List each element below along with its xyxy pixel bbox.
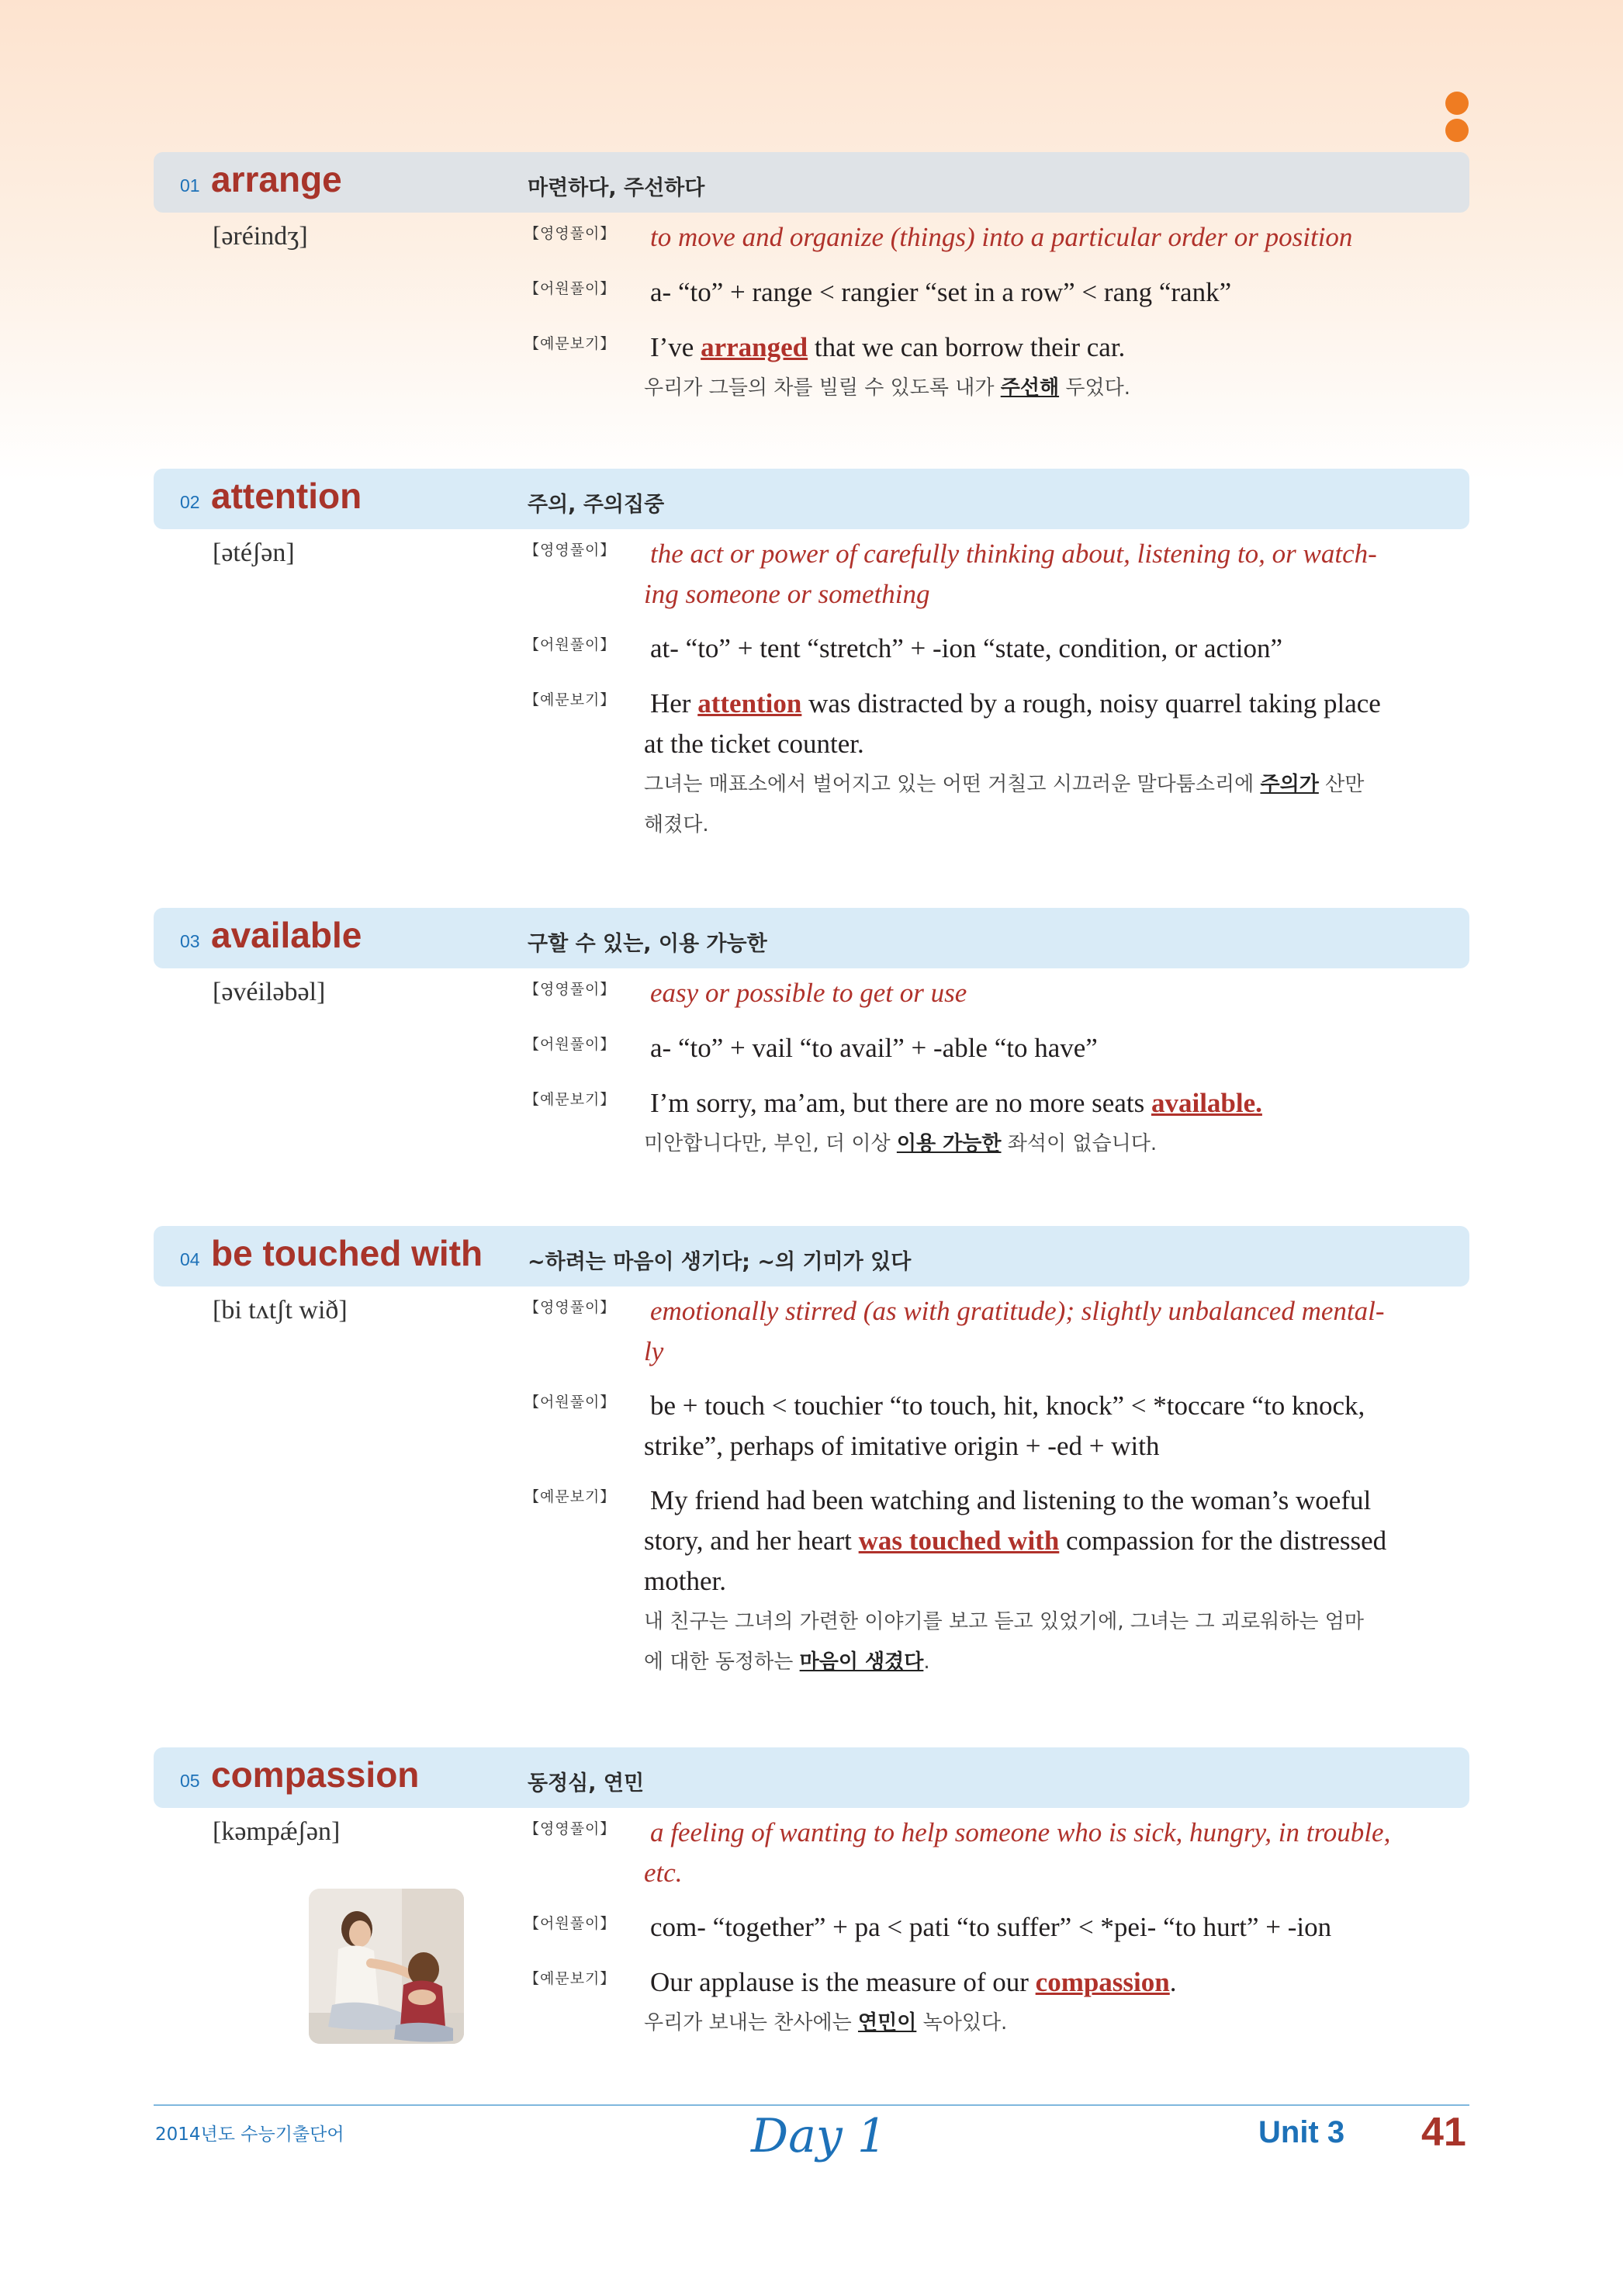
definition-tag: 【영영풀이】 [524, 981, 616, 998]
etymology-text: com- “together” + pa < pati “to suffer” < *pei- “to hurt” + -ion [650, 1912, 1332, 1942]
translation-highlight: 주의가 [1260, 773, 1319, 796]
page-number: 41 [1421, 2110, 1466, 2155]
definition-text-cont: ing someone or something [644, 579, 930, 609]
compassion-photo [309, 1889, 464, 2044]
example-pre: I’m sorry, ma’am, but there are no more seats [650, 1088, 1151, 1118]
example-text [650, 327, 1472, 368]
pronunciation: [əréindʒ] [213, 222, 308, 251]
example-highlight: available. [1151, 1088, 1262, 1118]
translation-pre: 우리가 그들의 차를 빌릴 수 있도록 내가 [644, 376, 1001, 400]
translation-highlight: 이용 가능한 [896, 1132, 1002, 1155]
translation-highlight: 주선해 [1000, 376, 1060, 400]
example-translation [644, 368, 1130, 408]
pronunciation: [ətéʃən] [213, 539, 295, 567]
etymology-tag: 【어원풀이】 [524, 280, 616, 297]
example-tag: 【예문보기】 [524, 691, 616, 708]
etymology-text: at- “to” + tent “stretch” + -ion “state, condition, or action” [650, 633, 1282, 663]
example-pre: story, and her heart [644, 1525, 859, 1556]
entry-number: 03 [180, 931, 200, 951]
example-translation [644, 764, 1364, 805]
definition-text: the act or power of carefully thinking about, listening to, or watch- [650, 539, 1377, 569]
entry-header [154, 469, 1469, 529]
unit-label: Unit 3 [1258, 2115, 1345, 2149]
example-translation [644, 1124, 1157, 1164]
example-text [650, 684, 1472, 724]
entry-number: 01 [180, 175, 200, 196]
korean-meaning: 동정심, 연민 [528, 1771, 645, 1796]
translation-highlight: 연민이 [857, 2011, 917, 2035]
etymology-tag: 【어원풀이】 [524, 1036, 616, 1053]
pronunciation: [əvéiləbəl] [213, 978, 326, 1006]
entry-be-touched-with [154, 1226, 1469, 1674]
entry-header [154, 1747, 1469, 1808]
example-text-cont [644, 1521, 1386, 1561]
translation-pre: 미안합니다만, 부인, 더 이상 [644, 1132, 897, 1155]
translation-pre: 그녀는 매표소에서 벌어지고 있는 어떤 거칠고 시끄러운 말다툼소리에 [644, 773, 1261, 796]
definition-text-cont: ly [644, 1336, 664, 1366]
example-highlight: attention [697, 688, 802, 719]
translation-highlight: 마음이 생겼다 [799, 1650, 924, 1674]
definition-text: a feeling of wanting to help someone who is sick, hungry, in trouble, [650, 1817, 1391, 1848]
example-highlight: compassion [1035, 1967, 1170, 1997]
definition-text: easy or possible to get or use [650, 978, 967, 1008]
headword: compassion [211, 1754, 420, 1795]
example-highlight: arranged [701, 332, 808, 362]
two-women-comforting-image [309, 1889, 464, 2044]
translation-post: 두었다. [1059, 376, 1130, 400]
headword: available [211, 915, 362, 955]
example-text [650, 1083, 1472, 1124]
headword: attention [211, 476, 362, 516]
entry-compassion [154, 1747, 1469, 2035]
etymology-tag: 【어원풀이】 [524, 1394, 616, 1411]
definition-tag: 【영영풀이】 [524, 1299, 616, 1316]
etymology-text: a- “to” + vail “to avail” + -able “to have” [650, 1033, 1098, 1063]
example-highlight: was touched with [858, 1525, 1060, 1556]
entry-number: 04 [180, 1249, 200, 1269]
example-tag: 【예문보기】 [524, 1488, 616, 1505]
example-tag: 【예문보기】 [524, 335, 616, 352]
korean-meaning: 구할 수 있는, 이용 가능한 [528, 932, 767, 956]
entry-header [154, 1226, 1469, 1287]
example-translation: 내 친구는 그녀의 가련한 이야기를 보고 듣고 있었기에, 그녀는 그 괴로워하는 엄마 [644, 1610, 1365, 1633]
example-text-cont: at the ticket counter. [644, 729, 864, 759]
pronunciation: [bi tʌtʃt wið] [213, 1296, 348, 1325]
book-title: 2014년도 수능기출단어 [155, 2125, 344, 2145]
entry-arrange [154, 152, 1469, 400]
etymology-tag: 【어원풀이】 [524, 1915, 616, 1932]
example-text-cont: mother. [644, 1566, 726, 1596]
translation-post: 산만 [1318, 773, 1365, 796]
definition-text: to move and organize (things) into a particular order or position [650, 222, 1353, 252]
definition-text: emotionally stirred (as with gratitude); slightly unbalanced mental- [650, 1296, 1385, 1326]
korean-meaning: 마련하다, 주선하다 [528, 176, 705, 200]
entry-number: 05 [180, 1771, 200, 1791]
example-translation [644, 2003, 1007, 2043]
example-text [650, 1962, 1472, 2003]
example-translation-cont: 해졌다. [644, 813, 709, 836]
etymology-text-cont: strike”, perhaps of imitative origin + -ed + with [644, 1431, 1160, 1461]
entry-header [154, 152, 1469, 213]
dot-icon [1445, 119, 1469, 142]
korean-meaning: ~하려는 마음이 생기다; ~의 기미가 있다 [528, 1250, 912, 1274]
entry-number: 02 [180, 492, 200, 512]
translation-post: . [923, 1650, 930, 1674]
example-tag: 【예문보기】 [524, 1091, 616, 1108]
pronunciation: [kəmpǽʃən] [213, 1817, 341, 1846]
headword: arrange [211, 159, 342, 199]
definition-tag: 【영영풀이】 [524, 1820, 616, 1837]
etymology-text: be + touch < touchier “to touch, hit, knock” < *toccare “to knock, [650, 1390, 1365, 1421]
example-pre: Our applause is the measure of our [650, 1967, 1036, 1997]
entry-available [154, 908, 1469, 1155]
etymology-text: a- “to” + range < rangier “set in a row” < rang “rank” [650, 277, 1232, 307]
translation-pre: 에 대한 동정하는 [644, 1650, 800, 1674]
footer-divider [154, 2104, 1469, 2106]
definition-text-cont: etc. [644, 1858, 683, 1888]
dot-icon [1445, 92, 1469, 115]
example-post: compassion for the distressed [1059, 1525, 1387, 1556]
entry-attention [154, 469, 1469, 836]
day-label: Day 1 [751, 2109, 888, 2163]
example-text: My friend had been watching and listening to the woman’s woeful [650, 1485, 1372, 1515]
example-translation-cont [644, 1642, 930, 1682]
example-post: that we can borrow their car. [808, 332, 1126, 362]
example-tag: 【예문보기】 [524, 1970, 616, 1987]
definition-tag: 【영영풀이】 [524, 542, 616, 559]
entry-header [154, 908, 1469, 968]
example-post: . [1169, 1967, 1177, 1997]
example-pre: Her [650, 688, 698, 719]
example-pre: I’ve [650, 332, 701, 362]
page-marker-dots [1445, 92, 1469, 146]
translation-pre: 우리가 보내는 찬사에는 [644, 2011, 858, 2035]
translation-post: 좌석이 없습니다. [1001, 1132, 1158, 1155]
korean-meaning: 주의, 주의집중 [528, 493, 665, 517]
translation-post: 녹아있다. [916, 2011, 1008, 2035]
headword: be touched with [211, 1233, 483, 1273]
example-post: was distracted by a rough, noisy quarrel taking place [801, 688, 1381, 719]
etymology-tag: 【어원풀이】 [524, 636, 616, 653]
definition-tag: 【영영풀이】 [524, 225, 616, 242]
